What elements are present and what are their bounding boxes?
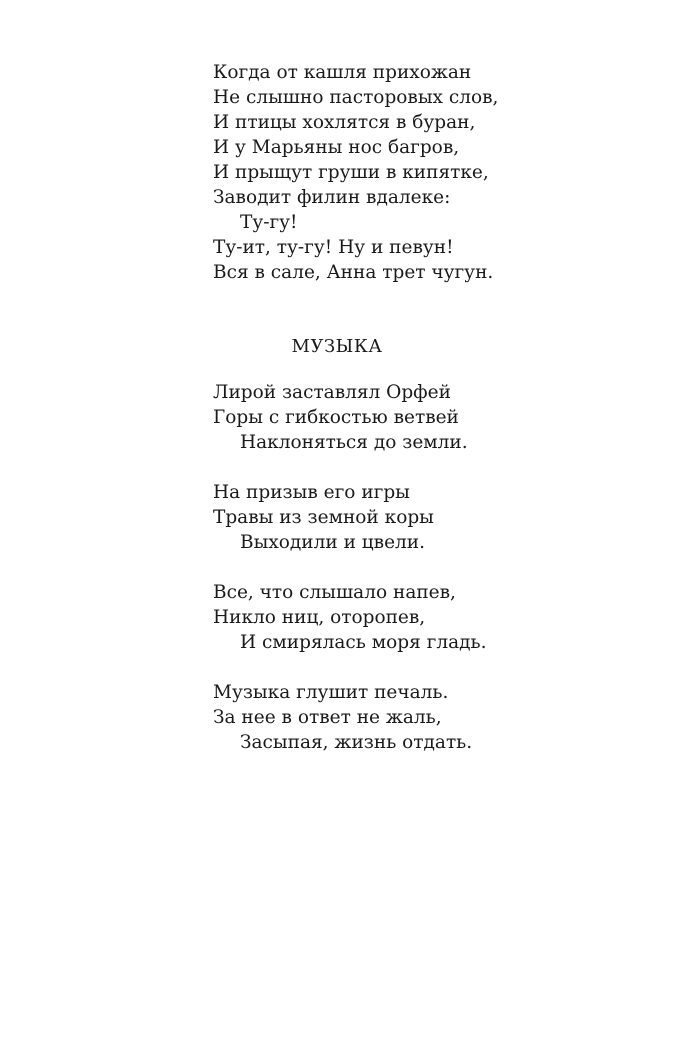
poem-title [0,334,680,359]
poem1-stanza [213,60,653,285]
poem-line: И у Марьяны нос багров, [213,137,460,158]
poem-line: Музыка глушит печаль. [213,682,449,703]
poem2-stanza-4 [213,680,653,755]
poem-line-indented: И смирялась моря гладь. [240,632,487,653]
poem-line: Горы с гибкостью ветвей [213,407,459,428]
poem-line: Когда от кашля прихожан [213,62,472,83]
poem-line: На призыв его игры [213,482,410,503]
poem-title-text: МУЗЫКА [291,336,383,357]
poem2-stanza-1 [213,380,653,455]
poem-line: Лирой заставлял Орфей [213,382,451,403]
poem-line: Не слышно пасторовых слов, [213,87,499,108]
poem-line: За нее в ответ не жаль, [213,707,442,728]
poem-line-indented: Наклоняться до земли. [240,432,468,453]
poem-line-indented: Засыпая, жизнь отдать. [240,732,473,753]
poem2-stanza-2 [213,480,653,555]
poem-line: Вся в сале, Анна трет чугун. [213,262,494,283]
poem-line: И птицы хохлятся в буран, [213,112,476,133]
poem-line: Ту-ит, ту-гу! Ну и певун! [213,237,454,258]
poem-line: Все, что слышало напев, [213,582,456,603]
poem-line: Травы из земной коры [213,507,434,528]
poem-line: Заводит филин вдалеке: [213,187,451,208]
poem-line: И прыщут груши в кипятке, [213,162,489,183]
poem-line-indented: Выходили и цвели. [240,532,426,553]
poem-line: Никло ниц, оторопев, [213,607,426,628]
poem-line-refrain: Ту-гу! [240,212,298,233]
poem2-stanza-3 [213,580,653,655]
